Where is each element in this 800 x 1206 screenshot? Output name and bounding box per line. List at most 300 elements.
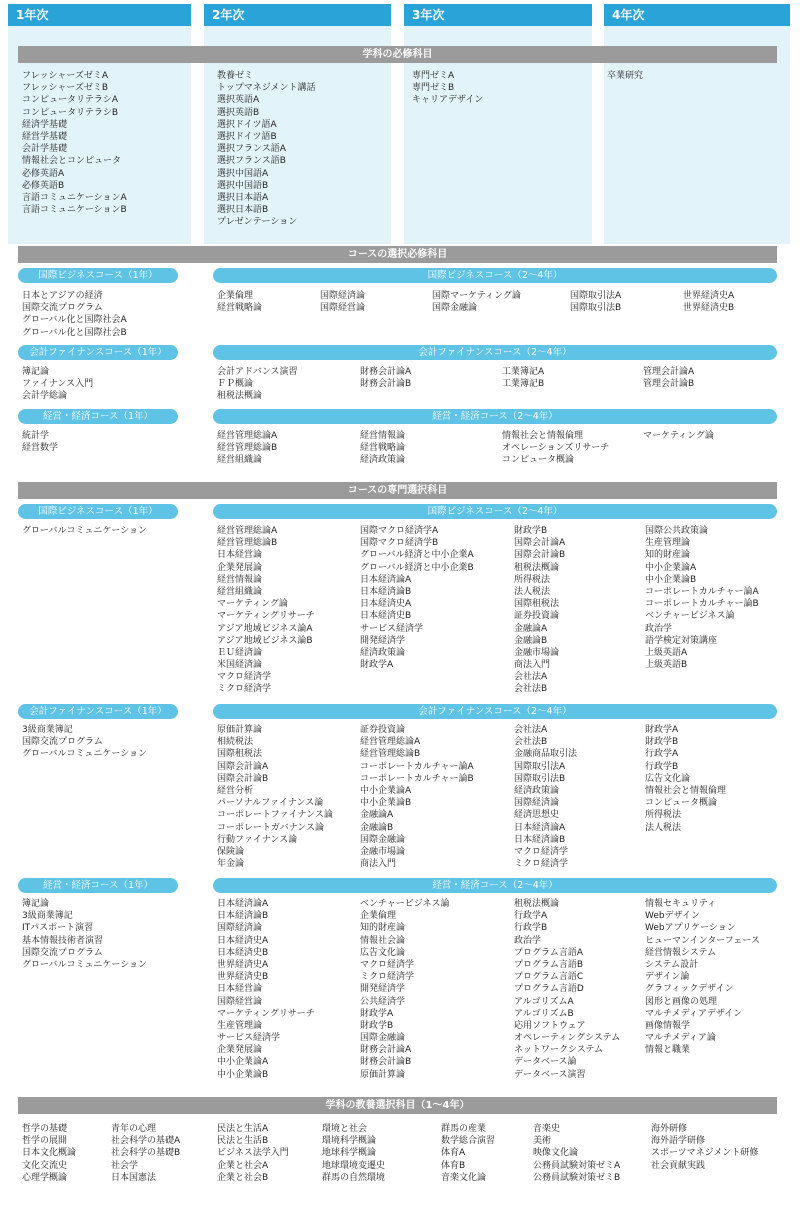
course-item: 国際公共政策論 <box>645 526 709 536</box>
course-item: フレッシャーズゼミA <box>22 71 109 81</box>
course-item: 国際会計論B <box>514 550 566 561</box>
course-item: 工業簿記B <box>502 379 545 390</box>
course-item: 国際交流プログラム <box>22 737 103 748</box>
course-item: 国際経済論 <box>514 798 560 809</box>
course-item: マクロ経済学 <box>514 846 569 857</box>
course-item: 選択ドイツ語B <box>217 131 277 142</box>
course-item: 国際交流プログラム <box>22 303 103 314</box>
required-y4-list <box>607 70 643 82</box>
course-item: 公共経済学 <box>360 996 406 1007</box>
required-y1-list <box>22 70 127 216</box>
section-liberal-header: 学科の教養選択科目（1～4年） <box>18 1097 777 1114</box>
spec-intl-y24-col4 <box>645 525 759 671</box>
course-item: 映像文化論 <box>533 1148 579 1159</box>
section-specialized-header: コースの専門選択科目 <box>18 482 777 499</box>
course-item: データベース論 <box>514 1057 577 1068</box>
course-item: 法人税法 <box>514 586 551 597</box>
year3-column-bg <box>404 4 592 244</box>
spec-mgmt-y24-col2 <box>360 898 449 1081</box>
course-item: 経済政策論 <box>360 647 406 658</box>
course-item: 美術 <box>533 1136 552 1147</box>
sel-req-mgmt-y24-col3 <box>502 430 609 467</box>
course-item: 心理学概論 <box>22 1172 68 1183</box>
course-item: ファイナンス入門 <box>22 379 94 390</box>
course-item: 経営数学 <box>22 443 59 454</box>
course-item: グローバル経済と中小企業A <box>360 550 474 561</box>
course-item: 租税法概論 <box>514 562 560 573</box>
year-header-1: 1年次 <box>8 4 191 26</box>
liberal-col6 <box>533 1123 620 1184</box>
course-item: 情報社会と情報倫理 <box>502 431 584 441</box>
course-item: 公務員試験対策ゼミB <box>533 1172 621 1183</box>
spec-intl-y24-col1 <box>217 525 315 696</box>
course-item: 国際取引法A <box>570 291 622 301</box>
course-item: 国際租税法 <box>217 749 263 760</box>
course-item: 相続税法 <box>217 737 254 748</box>
course-item: 知的財産論 <box>645 550 691 561</box>
course-item: 情報と職業 <box>645 1045 691 1056</box>
course-item: 選択中国語A <box>217 168 269 179</box>
course-item: マルチメディア論 <box>645 1033 716 1044</box>
sel-req-intl-y1-list <box>22 290 127 339</box>
course-item: Webデザイン <box>645 911 700 922</box>
course-item: 租税法概論 <box>514 899 560 909</box>
course-item: グラフィックデザイン <box>645 984 734 995</box>
course-item: コーポレートカルチャー論A <box>645 586 759 597</box>
course-item: 経営管理総論A <box>360 737 421 748</box>
course-item: 選択フランス語A <box>217 144 286 155</box>
course-item: ＦＰ概論 <box>217 379 254 390</box>
course-item: 中小企業論B <box>217 1069 269 1080</box>
spec-intl-y1-list <box>22 525 147 537</box>
course-mgmt-y1-pill: 経営・経済コース（1年） <box>18 409 178 424</box>
section-selected-required-header: コースの選択必修科目 <box>18 246 777 263</box>
course-item: マーケティング論 <box>643 431 714 441</box>
course-item: 開発経済学 <box>360 635 406 646</box>
course-item: 中小企業論B <box>645 574 697 585</box>
course-item: 所得税法 <box>514 574 551 585</box>
course-item: 行政学B <box>514 923 548 934</box>
course-item: 言語コミュニケーションB <box>22 205 127 216</box>
sel-req-intl-y24-col4 <box>570 290 621 314</box>
course-item: 環境科学概論 <box>322 1136 377 1147</box>
course-item: 財政学B <box>645 737 679 748</box>
course-item: 財政学A <box>360 660 394 671</box>
sel-req-acct-y1-list <box>22 366 93 403</box>
sel-req-acct-y24-col4 <box>643 366 694 390</box>
course-item: 財務会計論A <box>360 367 412 377</box>
course-item: 青年の心理 <box>111 1124 157 1134</box>
course-item: アルゴリズムB <box>514 1008 574 1019</box>
course-item: 専門ゼミB <box>412 83 455 94</box>
course-item: 音楽文化論 <box>441 1172 487 1183</box>
course-item: 群馬の産業 <box>441 1124 487 1134</box>
course-item: ITパスポート演習 <box>22 923 94 934</box>
course-item: プログラム言語C <box>514 972 584 983</box>
course-item: マクロ経済学 <box>217 672 272 683</box>
course-item: 日本経営論 <box>217 550 263 561</box>
course-item: トップマネジメント講話 <box>217 83 316 94</box>
course-item: 経営管理総論B <box>360 749 421 760</box>
course-item: 語学検定対策講座 <box>645 635 718 646</box>
course-item: 国際経済論 <box>320 291 366 301</box>
liberal-col5 <box>441 1123 495 1184</box>
course-item: 会社法A <box>514 725 548 735</box>
course-item: 行動ファイナンス論 <box>217 834 298 845</box>
spec-mgmt-y24-col4 <box>645 898 760 1056</box>
course-item: 日本経済論A <box>217 899 269 909</box>
course-item: 経済政策論 <box>514 785 560 796</box>
course-item: Webアプリケーション <box>645 923 736 934</box>
course-item: 3級商業簿記 <box>22 725 73 735</box>
required-y2-list <box>217 70 315 228</box>
course-item: 中小企業論B <box>360 798 412 809</box>
spec-acct-y1-pill: 会計ファイナンスコース（1年） <box>18 704 178 719</box>
course-item: 政治学 <box>514 935 542 946</box>
course-item: 日本経済史A <box>217 935 269 946</box>
course-item: マクロ経済学 <box>360 959 415 970</box>
course-item: 会計学基礎 <box>22 144 68 155</box>
course-item: 情報社会とコンピュータ <box>22 156 122 167</box>
course-item: 国際取引法A <box>514 761 566 772</box>
course-item: 財務会計論B <box>360 379 412 390</box>
course-item: 情報社会と情報倫理 <box>645 785 727 796</box>
year-header-4: 4年次 <box>604 4 790 26</box>
course-item: フレッシャーズゼミB <box>22 83 109 94</box>
course-item: 選択英語A <box>217 95 260 106</box>
course-item: 国際交流プログラム <box>22 947 103 958</box>
course-intl-y1-pill: 国際ビジネスコース（1年） <box>18 268 178 283</box>
course-item: 行政学A <box>514 911 548 922</box>
course-item: 国際マーケティング論 <box>432 291 521 301</box>
sel-req-intl-y24-col1 <box>217 290 262 314</box>
course-item: 経営戦略論 <box>217 303 263 314</box>
course-item: プログラム言語B <box>514 959 584 970</box>
course-item: オペレーションズリサーチ <box>502 443 610 454</box>
course-item: 日本とアジアの経済 <box>22 291 103 301</box>
course-item: プログラム言語D <box>514 984 584 995</box>
course-intl-y24-pill: 国際ビジネスコース（2～4年） <box>213 268 777 283</box>
course-mgmt-y24-pill: 経営・経済コース（2～4年） <box>213 409 777 424</box>
course-item: 専門ゼミA <box>412 71 455 81</box>
course-item: 必修英語B <box>22 180 65 191</box>
course-item: 管理会計論A <box>643 367 695 377</box>
course-item: 会社法B <box>514 684 548 695</box>
course-item: 企業発展論 <box>217 562 263 573</box>
course-item: コンピュータ概論 <box>502 455 575 466</box>
course-item: 選択日本語A <box>217 192 269 203</box>
liberal-col7 <box>651 1123 758 1172</box>
course-item: 商法入門 <box>514 660 551 671</box>
course-item: 原価計算論 <box>217 725 263 735</box>
course-item: グローバル化と国際社会A <box>22 315 127 326</box>
course-item: 経済思想史 <box>514 810 560 821</box>
spec-mgmt-y24-col1 <box>217 898 315 1081</box>
course-item: 応用ソフトウェア <box>514 1020 586 1031</box>
course-item: プログラム言語A <box>514 947 584 958</box>
course-item: 会計学総論 <box>22 391 68 402</box>
spec-acct-y24-col4 <box>645 724 726 834</box>
spec-mgmt-y1-list <box>22 898 147 971</box>
course-item: 国際会計論A <box>514 538 566 549</box>
course-item: 上級英語B <box>645 660 688 671</box>
course-item: 情報セキュリティ <box>645 899 717 909</box>
course-item: 民法と生活A <box>217 1124 269 1134</box>
course-item: 体育A <box>441 1148 466 1159</box>
course-item: 企業倫理 <box>217 291 254 301</box>
course-item: 経済政策論 <box>360 455 406 466</box>
course-item: 国際経営論 <box>217 996 263 1007</box>
course-item: ＥＵ経済論 <box>217 647 263 658</box>
course-item: パーソナルファイナンス論 <box>217 798 324 809</box>
course-item: 日本経済論B <box>514 834 566 845</box>
course-item: 企業と社会B <box>217 1172 269 1183</box>
course-item: コーポレートガバナンス論 <box>217 822 325 833</box>
year-header-3: 3年次 <box>404 4 592 26</box>
spec-intl-y24-col3 <box>514 525 565 696</box>
sel-req-intl-y24-col5 <box>683 290 734 314</box>
course-item: 3級商業簿記 <box>22 911 73 922</box>
course-item: 経済学基礎 <box>22 119 68 130</box>
course-item: 日本経済論B <box>217 911 269 922</box>
course-item: 経営情報論 <box>217 574 263 585</box>
course-item: システム設計 <box>645 959 699 970</box>
course-item: 言語コミュニケーションA <box>22 192 127 203</box>
course-item: コンピュータリテラシB <box>22 107 118 118</box>
course-acct-y24-pill: 会計ファイナンスコース（2～4年） <box>213 345 777 360</box>
course-item: 経営情報システム <box>645 947 717 958</box>
course-item: 開発経済学 <box>360 984 406 995</box>
course-item: 金融市場論 <box>360 846 406 857</box>
course-item: 日本経済史A <box>360 599 412 610</box>
course-item: 簿記論 <box>22 367 50 377</box>
course-item: 経営戦略論 <box>360 443 406 454</box>
course-item: 日本文化概論 <box>22 1148 77 1159</box>
course-item: 広告文化論 <box>360 947 406 958</box>
course-item: 経営情報論 <box>360 431 406 441</box>
course-item: 財務会計論A <box>360 1045 412 1056</box>
course-item: 国際マクロ経済学A <box>360 526 439 536</box>
course-item: コーポレートカルチャー論A <box>360 761 474 772</box>
liberal-col1 <box>22 1123 76 1184</box>
course-acct-y1-pill: 会計ファイナンスコース（1年） <box>18 345 178 360</box>
course-item: 保険論 <box>217 846 245 857</box>
course-item: デザイン論 <box>645 972 690 983</box>
course-item: 音楽史 <box>533 1124 561 1134</box>
course-item: ミクロ経済学 <box>514 859 569 870</box>
course-item: 海外語学研修 <box>651 1136 706 1147</box>
course-item: 証券投資論 <box>514 611 560 622</box>
course-item: ヒューマンインターフェース <box>645 935 760 946</box>
spec-acct-y24-pill: 会計ファイナンスコース（2～4年） <box>213 704 777 719</box>
course-item: グローバルコミュニケーション <box>22 749 148 760</box>
course-item: 年金論 <box>217 859 245 870</box>
sel-req-mgmt-y24-col4 <box>643 430 714 442</box>
course-item: 財務会計論B <box>360 1057 412 1068</box>
spec-intl-y1-pill: 国際ビジネスコース（1年） <box>18 504 178 519</box>
course-item: 行政学A <box>645 749 679 760</box>
course-item: ベンチャービジネス論 <box>360 899 450 909</box>
year4-column-bg <box>604 4 790 244</box>
course-item: 国際経済論 <box>217 923 263 934</box>
course-item: 画像情報学 <box>645 1020 691 1031</box>
course-item: 会社法B <box>514 737 548 748</box>
course-item: グローバル経済と中小企業B <box>360 562 474 573</box>
course-item: 所得税法 <box>645 810 682 821</box>
course-item: ネットワークシステム <box>514 1045 604 1056</box>
course-item: データベース演習 <box>514 1069 586 1080</box>
course-item: 中小企業論A <box>645 562 697 573</box>
course-item: 金融論A <box>514 623 548 634</box>
spec-intl-y24-pill: 国際ビジネスコース（2～4年） <box>213 504 777 519</box>
course-item: 経営管理総論B <box>217 538 278 549</box>
course-item: 地球環境変遷史 <box>322 1160 386 1171</box>
course-item: 国際租税法 <box>514 599 560 610</box>
course-item: キャリアデザイン <box>412 95 484 106</box>
course-item: 国際取引法B <box>570 303 622 314</box>
course-item: 経営分析 <box>217 785 254 796</box>
course-item: 公務員試験対策ゼミA <box>533 1160 621 1171</box>
course-item: 会計アドバンス演習 <box>217 367 298 377</box>
course-item: ミクロ経済学 <box>360 972 415 983</box>
course-item: 海外研修 <box>651 1124 688 1134</box>
course-item: 国際経営論 <box>320 303 366 314</box>
course-item: 数学総合演習 <box>441 1136 496 1147</box>
course-item: 社会科学の基礎B <box>111 1148 181 1159</box>
course-item: 知的財産論 <box>360 923 406 934</box>
course-item: 中小企業論A <box>360 785 412 796</box>
course-item: 企業と社会A <box>217 1160 269 1171</box>
course-item: ビジネス法学入門 <box>217 1148 289 1159</box>
course-item: 国際金融論 <box>360 1033 406 1044</box>
course-item: 国際金融論 <box>360 834 406 845</box>
course-item: 日本経済論A <box>514 822 566 833</box>
required-y3-list <box>412 70 483 107</box>
course-item: 会社法A <box>514 672 548 683</box>
course-item: 生産管理論 <box>217 1020 263 1031</box>
course-item: オペレーティングシステム <box>514 1033 621 1044</box>
course-item: 経営組織論 <box>217 586 263 597</box>
spec-mgmt-y24-col3 <box>514 898 620 1081</box>
course-item: 世界経済史A <box>217 959 269 970</box>
course-item: 金融論A <box>360 810 394 821</box>
course-item: マーケティングリサーチ <box>217 611 315 622</box>
course-item: 日本経済史B <box>360 611 412 622</box>
spec-mgmt-y1-pill: 経営・経済コース（1年） <box>18 878 178 893</box>
course-item: 環境と社会 <box>322 1124 368 1134</box>
sel-req-mgmt-y1-list <box>22 430 58 454</box>
sel-req-acct-y24-col3 <box>502 366 544 390</box>
course-item: 基本情報技術者演習 <box>22 935 104 946</box>
course-item: グローバルコミュニケーション <box>22 959 148 970</box>
course-item: アジア地域ビジネス論B <box>217 635 313 646</box>
liberal-col2 <box>111 1123 180 1184</box>
course-item: 日本経営論 <box>217 984 263 995</box>
course-item: 国際取引法B <box>514 773 566 784</box>
course-item: ベンチャービジネス論 <box>645 611 735 622</box>
course-item: 選択中国語B <box>217 180 269 191</box>
course-item: 図形と画像の処理 <box>645 996 718 1007</box>
course-item: コーポレートファイナンス論 <box>217 810 333 821</box>
course-item: 米国経済論 <box>217 660 263 671</box>
course-item: 上級英語A <box>645 647 688 658</box>
spec-acct-y24-col1 <box>217 724 333 870</box>
sel-req-acct-y24-col1 <box>217 366 298 403</box>
course-item: アルゴリズムA <box>514 996 574 1007</box>
course-item: 財政学A <box>645 725 679 735</box>
course-item: コンピュータ概論 <box>645 798 718 809</box>
course-item: 地球科学概論 <box>322 1148 377 1159</box>
course-item: グローバル化と国際社会B <box>22 327 127 338</box>
course-item: 世界経済史A <box>683 291 735 301</box>
course-item: 日本国憲法 <box>111 1172 157 1183</box>
year-header-2: 2年次 <box>204 4 391 26</box>
course-item: サービス経済学 <box>360 623 424 634</box>
course-item: 国際会計論A <box>217 761 269 772</box>
course-item: コンピュータリテラシA <box>22 95 118 106</box>
course-item: 国際会計論B <box>217 773 269 784</box>
course-item: 教養ゼミ <box>217 71 254 81</box>
course-item: コーポレートカルチャー論B <box>360 773 474 784</box>
course-item: 経営管理総論B <box>217 443 278 454</box>
course-item: 財政学A <box>360 1008 394 1019</box>
course-item: グローバルコミュニケーション <box>22 526 148 536</box>
course-item: 日本経済史B <box>217 947 269 958</box>
course-item: 金融商品取引法 <box>514 749 578 760</box>
course-item: 証券投資論 <box>360 725 406 735</box>
course-item: 世界経済史B <box>217 972 269 983</box>
course-item: 統計学 <box>22 431 50 441</box>
course-item: 選択英語B <box>217 107 260 118</box>
spec-acct-y24-col3 <box>514 724 577 870</box>
course-item: 日本経済論B <box>360 586 412 597</box>
sel-req-intl-y24-col2 <box>320 290 365 314</box>
course-item: 群馬の自然環境 <box>322 1172 386 1183</box>
course-item: 国際マクロ経済学B <box>360 538 439 549</box>
course-item: 経営組織論 <box>217 455 263 466</box>
course-item: 民法と生活B <box>217 1136 269 1147</box>
course-item: 必修英語A <box>22 168 65 179</box>
section-required-header: 学科の必修科目 <box>18 46 777 63</box>
course-item: 中小企業論A <box>217 1057 269 1068</box>
course-item: 金融論B <box>360 822 394 833</box>
course-item: サービス経済学 <box>217 1033 281 1044</box>
course-item: 商法入門 <box>360 859 397 870</box>
course-item: 工業簿記A <box>502 367 545 377</box>
liberal-col3 <box>217 1123 289 1184</box>
course-item: 選択ドイツ語A <box>217 119 277 130</box>
course-item: 財政学B <box>514 526 548 536</box>
sel-req-mgmt-y24-col2 <box>360 430 405 467</box>
course-item: 行政学B <box>645 761 679 772</box>
course-item: 日本経済論A <box>360 574 412 585</box>
course-item: 租税法概論 <box>217 391 263 402</box>
course-item: 法人税法 <box>645 822 682 833</box>
course-item: 哲学の展開 <box>22 1136 68 1147</box>
course-item: 企業倫理 <box>360 911 397 922</box>
course-item: 選択日本語B <box>217 205 269 216</box>
course-item: 哲学の基礎 <box>22 1124 68 1134</box>
course-item: 経営管理総論A <box>217 431 278 441</box>
spec-acct-y24-col2 <box>360 724 474 870</box>
course-item: 管理会計論B <box>643 379 695 390</box>
course-item: 原価計算論 <box>360 1069 406 1080</box>
course-item: ミクロ経済学 <box>217 684 272 695</box>
course-item: 財政学B <box>360 1020 394 1031</box>
course-item: 社会学 <box>111 1160 139 1171</box>
course-item: コーポレートカルチャー論B <box>645 599 759 610</box>
course-item: マーケティング論 <box>217 599 288 610</box>
